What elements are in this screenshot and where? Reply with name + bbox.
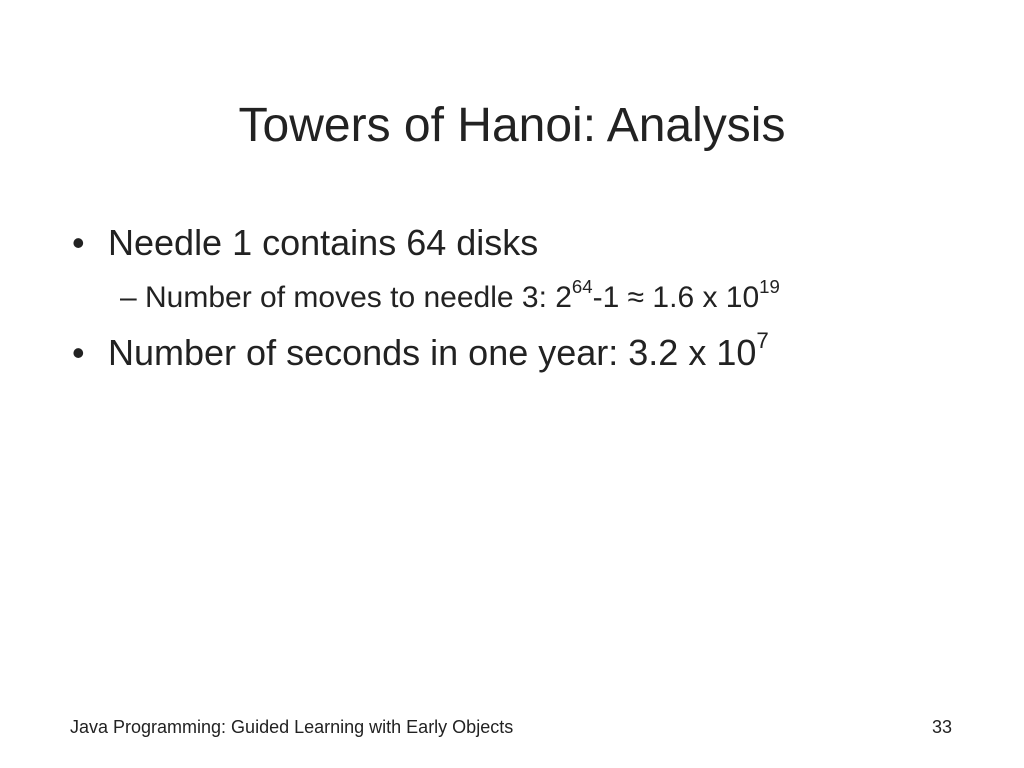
slide-title: Towers of Hanoi: Analysis xyxy=(238,99,786,152)
bullet-list xyxy=(72,220,972,376)
bullet-marker: • xyxy=(72,332,85,373)
exponent: 19 xyxy=(759,276,780,298)
bullet-text: Needle 1 contains 64 disks xyxy=(108,222,539,263)
footer-course-title: Java Programming: Guided Learning with Early Objects xyxy=(70,717,514,737)
bullet-item xyxy=(72,330,972,376)
bullet-item xyxy=(72,220,972,266)
sub-bullet-item xyxy=(72,278,972,318)
sub-bullet-text: – Number of moves to needle 3: 2 xyxy=(120,281,572,314)
bullet-marker: • xyxy=(72,222,85,263)
bullet-text: Number of seconds in one year: 3.2 x 10 xyxy=(108,332,757,373)
sub-bullet-text-continued: -1 ≈ 1.6 x 10 xyxy=(592,281,760,314)
exponent: 64 xyxy=(571,276,593,298)
exponent: 7 xyxy=(756,328,769,354)
footer-page-number: 33 xyxy=(931,717,952,737)
